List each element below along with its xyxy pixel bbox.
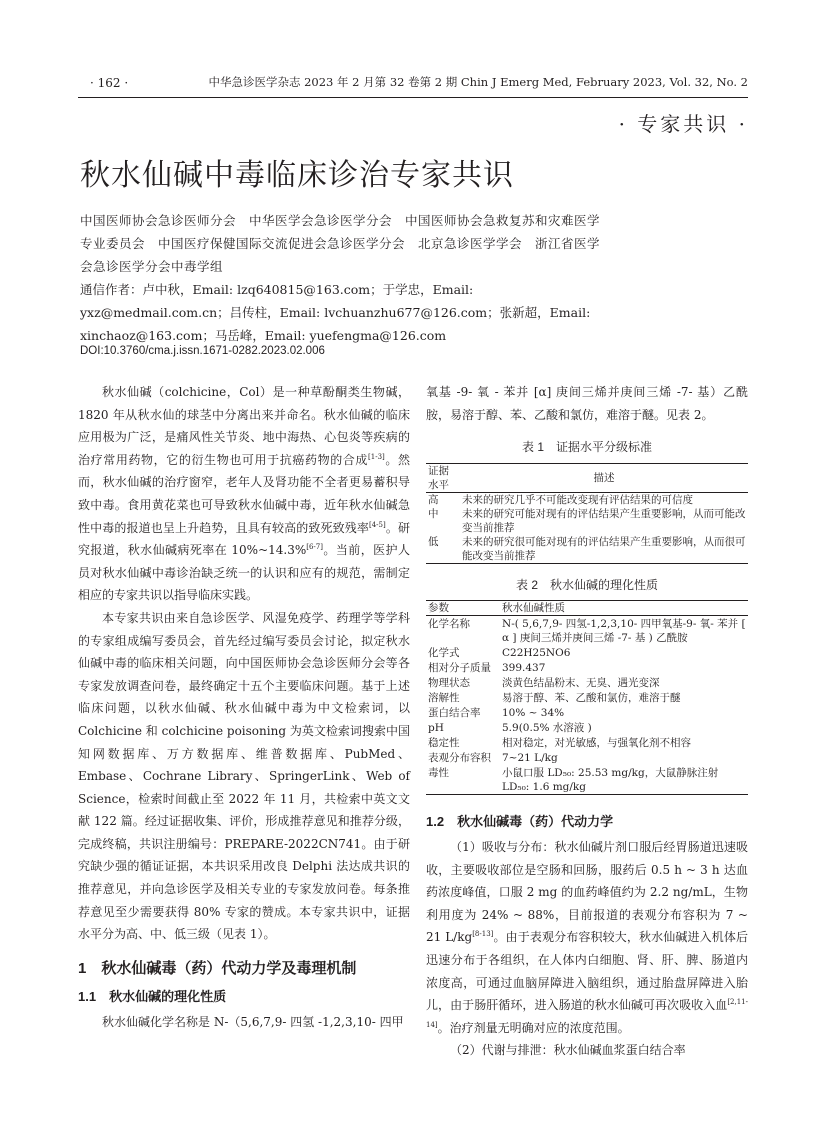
table-row: pH 5.9(0.5% 水溶液 ) xyxy=(428,722,592,735)
absorption-paragraph: （1）吸收与分布：秋水仙碱片剂口服后经胃肠道迅速吸收，主要吸收部位是空肠和回肠，服药后 0.5 h ~ 3 h 达血药浓度峰值，口服 2 mg 的血药峰值约为 2.2 ng/mL，生物利用度为 24% ~ 88%，目前报道的表观分布容积为 7 ~ 21 L/kg[8-13]。由于表观分布容积较大，秋水仙碱进入机体后迅速分布于各组织，在人体内白细胞、肾、肝、脾、肠道内浓度高，可通过血脑屏障进入脑组织，通过胎盘屏障进入胎儿，由于肠肝循环，进入肠道的秋水仙碱可再次吸收入血[2,11-14]。治疗剂量无明确对应的浓度范围。 xyxy=(426,839,748,1035)
subsection-heading-1-2: 1.2 秋水仙碱毒（药）代动力学 xyxy=(426,814,614,830)
table-1-caption: 表 1 证据水平分级标准 xyxy=(521,440,652,455)
table-row: 毒性 小鼠口服 LD₅₀: 25.53 mg/kg，大鼠静脉注射 LD₅₀: 1.6 mg/kg xyxy=(426,765,748,795)
corresponding-authors: 通信作者：卢中秋，Email: lzq640815@163.com；于学忠，Email: yxz@medmail.com.cn；吕传柱，Email: lvchuanzhu677@126.com；张新超，Email: xinchaoz@163.com；马岳峰，Email: yuefengma@126.com xyxy=(80,282,591,343)
table-row: 蛋白结合率 10% ~ 34% xyxy=(428,707,565,720)
metabolism-paragraph: （2）代谢与排泄：秋水仙碱血浆蛋白结合率 xyxy=(450,1043,686,1058)
table-2-header-value: 秋水仙碱性质 xyxy=(502,602,565,615)
section-tag: · 专家共识 · xyxy=(618,112,748,136)
citation[interactable]: [2,11-14] xyxy=(426,998,748,1029)
chemical-name-paragraph: 秋水仙碱化学名称是 N-（5,6,7,9- 四氢 -1,2,3,10- 四甲 xyxy=(102,1015,404,1030)
table-evidence-levels xyxy=(426,463,748,564)
table-row: 低 未来的研究很可能对现有的评估结果产生重要影响，从而很可能改变当前推荐 xyxy=(426,535,748,564)
doi[interactable]: DOI:10.3760/cma.j.issn.1671-0282.2023.02.006 xyxy=(80,345,325,357)
article-title: 秋水仙碱中毒临床诊治专家共识 xyxy=(80,158,514,193)
intro-paragraph: 秋水仙碱（colchicine，Col）是一种草酚酮类生物碱，1820 年从秋水仙的球茎中分离出来并命名。秋水仙碱的临床应用极为广泛，是痛风性关节炎、地中海热、心包炎等疾病的治疗常用药物，它的衍生物也可用于抗癌药物的合成[1-3]。然而，秋水仙碱的治疗窗窄，老年人及肾功能不全者更易蓄积导致中毒。食用黄花菜也可导致秋水仙碱中毒，近年秋水仙碱急性中毒的报道也呈上升趋势，且具有较高的致死致残率[4-5]。研究报道，秋水仙碱病死率在 10%~14.3%[6-7]。当前，医护人员对秋水仙碱中毒诊治缺乏统一的认识和应有的规范，需制定相应的专家共识以指导临床实践。 xyxy=(78,385,410,603)
chemical-name-continued: 氧基 -9- 氧 - 苯并 [α] 庚间三烯并庚间三烯 -7- 基）乙酰胺，易溶于醇、苯、乙酸和氯仿，难溶于醚。见表 2。 xyxy=(426,385,748,422)
section-heading-1: 1 秋水仙碱毒（药）代动力学及毒理机制 xyxy=(78,959,357,977)
table-physicochemical xyxy=(426,600,748,795)
subsection-heading-1-1: 1.1 秋水仙碱的理化性质 xyxy=(78,989,227,1005)
table-2-caption: 表 2 秋水仙碱的理化性质 xyxy=(515,577,658,592)
table-row: 溶解性 易溶于醇、苯、乙酸和氯仿，难溶于醚 xyxy=(428,692,681,705)
table-row: 中 未来的研究可能对现有的评估结果产生重要影响，从而可能改变当前推荐 xyxy=(428,507,746,534)
table-row: 化学式 C22H25NO6 xyxy=(428,647,571,660)
citation[interactable]: [6-7] xyxy=(306,543,323,552)
table-row: 化学名称 N-( 5,6,7,9- 四氢-1,2,3,10- 四甲氧基-9- 氧- 苯并 [ α ] 庚间三烯并庚间三烯 -7- 基 ) 乙酰胺 xyxy=(428,618,746,645)
table-1-header-level: 证据水平 xyxy=(428,464,449,491)
table-row: 物理状态 淡黄色结晶粉末、无臭、遇光变深 xyxy=(428,677,660,690)
table-row: 相对分子质量 399.437 xyxy=(428,662,546,675)
header-rule xyxy=(78,97,748,98)
author-affiliations: 中国医师协会急诊医师分会 中华医学会急诊医学分会 中国医师协会急救复苏和灾难医学专业委员会 中国医疗保健国际交流促进会急诊医学分会 北京急诊医学学会 浙江省医学会急诊医学分会中毒学组 xyxy=(80,213,601,274)
table-row: 稳定性 相对稳定，对光敏感，与强氧化剂不相容 xyxy=(428,737,691,750)
citation[interactable]: [8-13] xyxy=(472,930,494,939)
right-column xyxy=(426,381,748,1062)
methods-paragraph: 本专家共识由来自急诊医学、风湿免疫学、药理学等学科的专家组成编写委员会，首先经过编写委员会讨论，拟定秋水仙碱中毒的临床相关问题，向中国医师协会急诊医师分会等各专家发放调查问卷，最终确定十五个主要临床问题。基于上述临床问题，以秋水仙碱、秋水仙碱中毒为中文检索词，以 Colchicine 和 colchicine poisoning 为英文检索词搜索中国知网数据库、万方数据库、维普数据库、PubMed、Embase、Cochrane Library、SpringerLink、Web of Science，检索时间截止至 2022 年 11 月，共检索中英文文献 122 篇。经过证据收集、评价，形成推荐意见和推荐分级，完成终稿，共识注册编号：PREPARE-2022CN741。由于研究缺少强的循证证据，本共识采用改良 Delphi 法达成共识的推荐意见，并向急诊医学及相关专业的专家发放问卷。每条推荐意见至少需要获得 80% 专家的赞成。本专家共识中，证据水平分为高、中、低三级（见表 1）。 xyxy=(78,610,410,942)
table-2-header-param: 参数 xyxy=(428,602,449,615)
left-column xyxy=(78,381,410,1034)
table-row: 表观分布容积 7~21 L/kg xyxy=(428,752,558,765)
journal-header: 中华急诊医学杂志 2023 年 2 月第 32 卷第 2 期 Chin J Emerg Med, February 2023, Vol. 32, No. 2 xyxy=(208,75,748,89)
page-number: · 162 · xyxy=(90,76,129,90)
citation[interactable]: [1-3] xyxy=(368,452,385,461)
citation[interactable]: [4-5] xyxy=(369,520,386,529)
table-1-header-desc: 描述 xyxy=(593,471,615,484)
table-row: 高 未来的研究几乎不可能改变现有评估结果的可信度 xyxy=(428,493,693,506)
